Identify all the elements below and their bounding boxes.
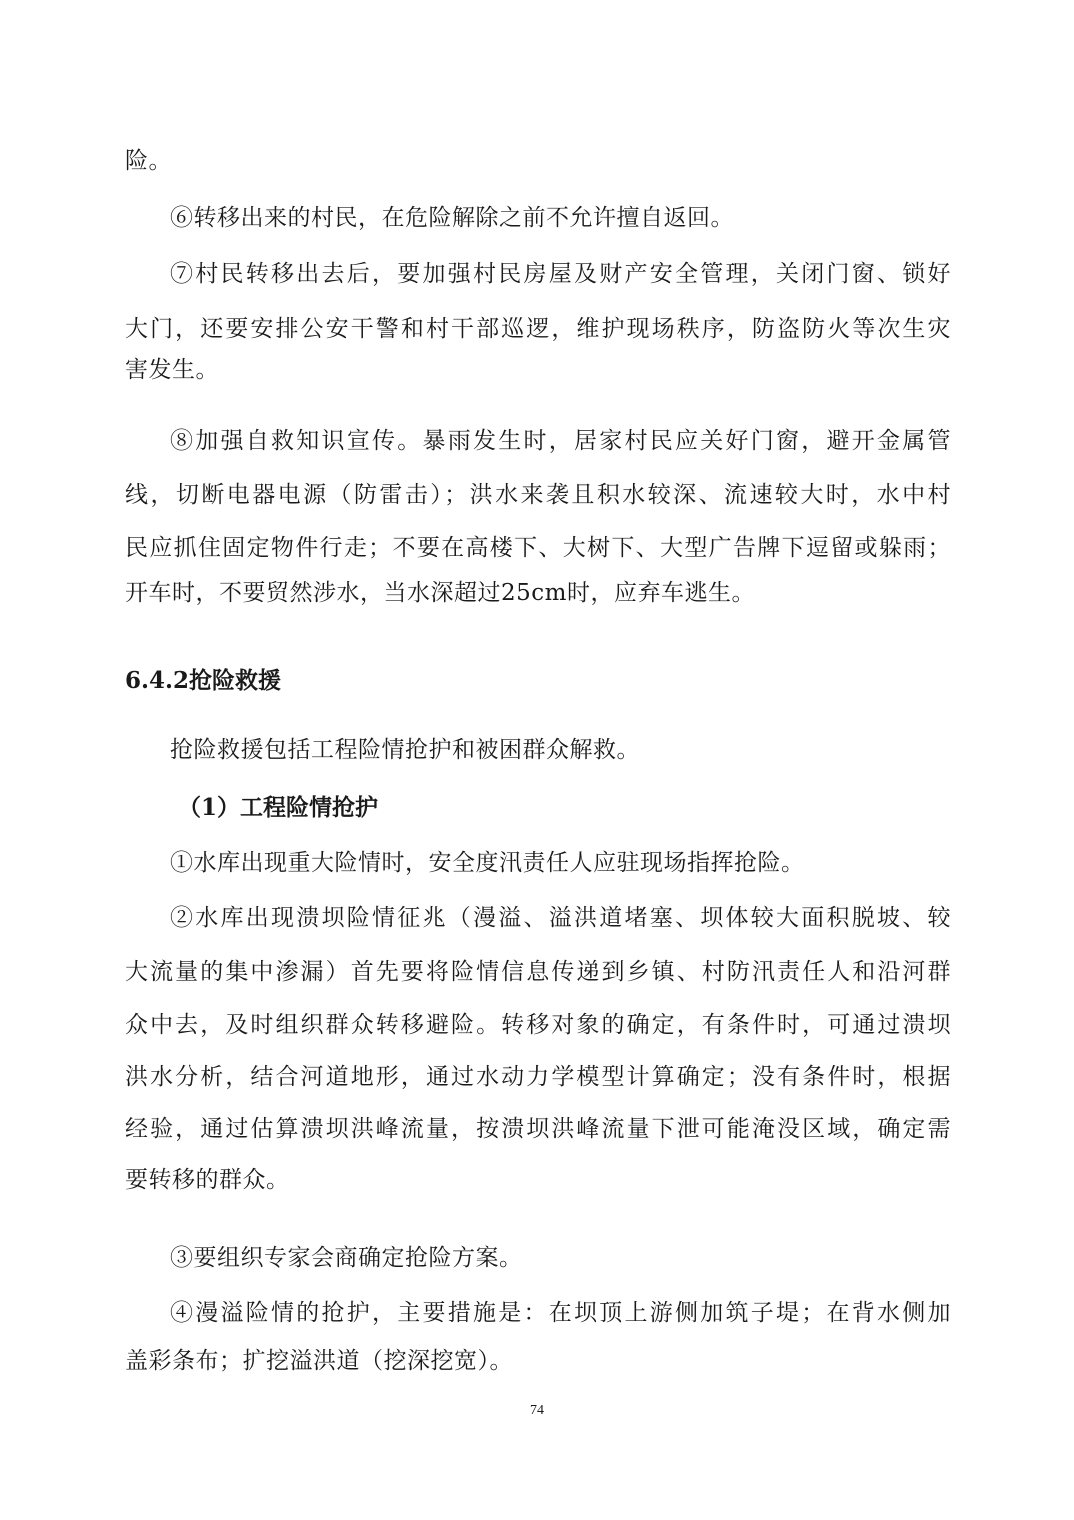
paragraph-line: 害发生。: [125, 357, 219, 383]
paragraph-line: 洪水分析，结合河道地形，通过水动力学模型计算确定；没有条件时，根据: [125, 1064, 951, 1090]
paragraph-line: 大门，还要安排公安干警和村干部巡逻，维护现场秩序，防盗防火等次生灾: [125, 316, 951, 342]
paragraph-line: ⑥转移出来的村民，在危险解除之前不允许擅自返回。: [170, 205, 734, 231]
paragraph-line: ②水库出现溃坝险情征兆（漫溢、溢洪道堵塞、坝体较大面积脱坡、较: [170, 905, 951, 931]
paragraph-line: 经验，通过估算溃坝洪峰流量，按溃坝洪峰流量下泄可能淹没区域，确定需: [125, 1116, 951, 1142]
paragraph-line: 大流量的集中渗漏）首先要将险情信息传递到乡镇、村防汛责任人和沿河群: [125, 959, 951, 985]
paragraph-line: 抢险救援包括工程险情抢护和被困群众解救。: [170, 737, 640, 763]
paragraph-line: ⑧加强自救知识宣传。暴雨发生时，居家村民应关好门窗，避开金属管: [170, 428, 951, 454]
paragraph-line: 要转移的群众。: [125, 1167, 290, 1193]
paragraph-line: ①水库出现重大险情时，安全度汛责任人应驻现场指挥抢险。: [170, 850, 805, 876]
paragraph-line: ⑦村民转移出去后，要加强村民房屋及财产安全管理，关闭门窗、锁好: [170, 261, 951, 287]
section-heading: 6.4.2抢险救援: [125, 667, 282, 694]
subsection-heading: （1）工程险情抢护: [178, 794, 379, 821]
paragraph-line: ④漫溢险情的抢护，主要措施是：在坝顶上游侧加筑子堤；在背水侧加: [170, 1300, 951, 1326]
paragraph-line: 开车时，不要贸然涉水，当水深超过25cm时，应弃车逃生。: [125, 580, 755, 606]
paragraph-line: 众中去，及时组织群众转移避险。转移对象的确定，有条件时，可通过溃坝: [125, 1012, 951, 1038]
paragraph-line: 险。: [125, 148, 172, 174]
paragraph-line: 线，切断电器电源（防雷击）；洪水来袭且积水较深、流速较大时，水中村: [125, 482, 951, 508]
paragraph-line: ③要组织专家会商确定抢险方案。: [170, 1245, 523, 1271]
paragraph-line: 盖彩条布；扩挖溢洪道（挖深挖宽）。: [125, 1348, 513, 1374]
page-number: 74: [530, 1403, 544, 1418]
paragraph-line: 民应抓住固定物件行走；不要在高楼下、大树下、大型广告牌下逗留或躲雨；: [125, 535, 951, 561]
